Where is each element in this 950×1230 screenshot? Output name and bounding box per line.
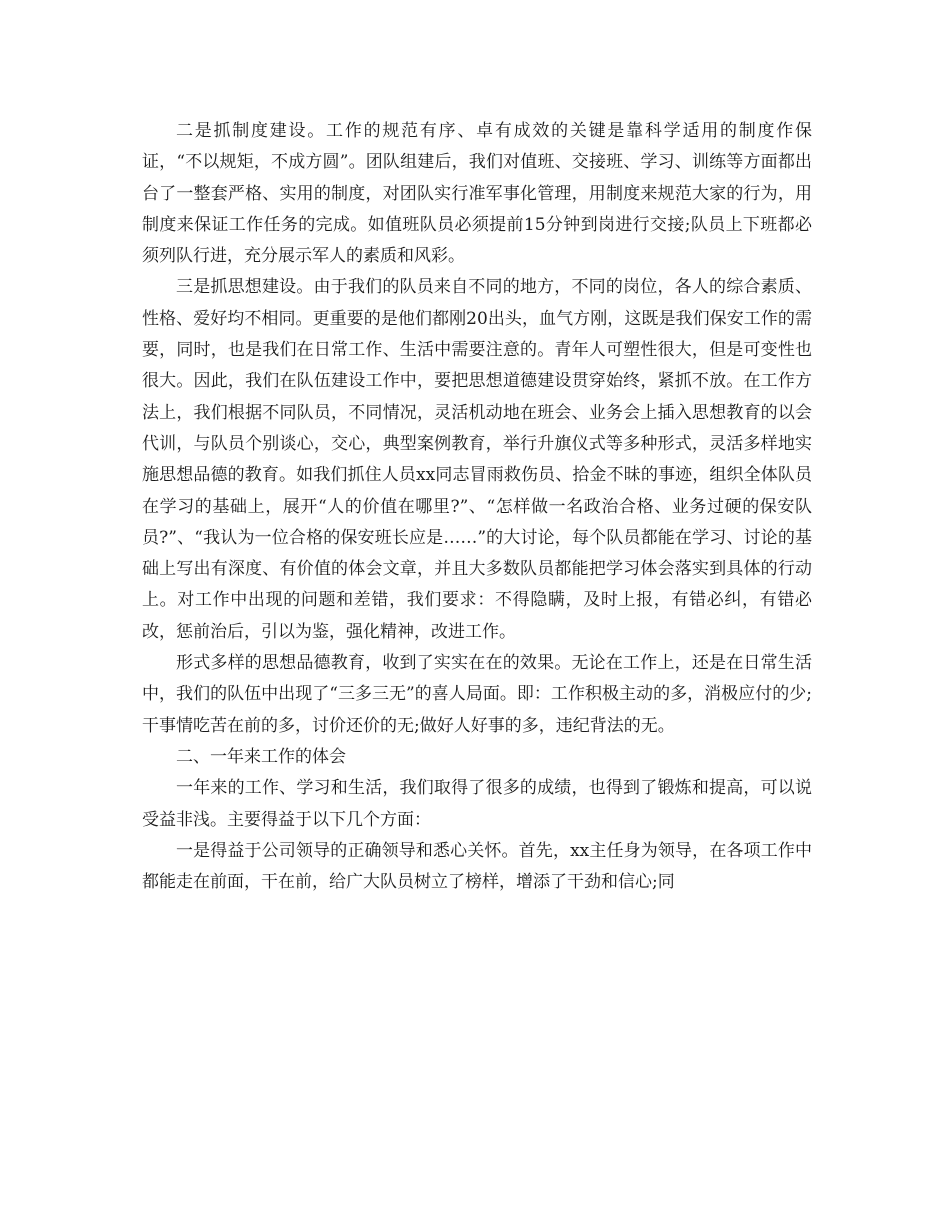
section-heading-experience: 二、一年来工作的体会 (176, 746, 346, 767)
paragraph-system-building: 二是抓制度建设。工作的规范有序、卓有成效的关键是靠科学适用的制度作保证，“不以规矩，不成方圆”。团队组建后，我们对值班、交接班、学习、训练等方面都出台了一整套严格、实用的制度，对团队实行准军事化管理，用制度来规范大家的行为，用制度来保证工作任务的完成。如值班队员必须提前15分钟到岗进行交接;队员上下班都必须列队行进，充分展示军人的素质和风彩。 (142, 121, 812, 267)
paragraph-leadership: 一是得益于公司领导的正确领导和悉心关怀。首先，xx主任身为领导，在各项工作中都能走在前面，干在前，给广大队员树立了榜样，增添了干劲和信心;同 (142, 840, 812, 893)
paragraph-ideology-building: 三是抓思想建设。由于我们的队员来自不同的地方，不同的岗位，各人的综合素质、性格、爱好均不相同。更重要的是他们都刚20出头，血气方刚，这既是我们保安工作的需要，同时，也是我们在日常工作、生活中需要注意的。青年人可塑性很大，但是可变性也很大。因此，我们在队伍建设工作中，要把思想道德建设贯穿始终，紧抓不放。在工作方法上，我们根据不同队员，不同情况，灵活机动地在班会、业务会上插入思想教育的以会代训，与队员个别谈心，交心，典型案例教育，举行升旗仪式等多种形式，灵活多样地实施思想品德的教育。如我们抓住人员xx同志冒雨救伤员、拾金不昧的事迹，组织全体队员在学习的基础上，展开“人的价值在哪里?”、“怎样做一名政治合格、业务过硬的保安队员?”、“我认为一位合格的保安班长应是……”的大讨论，每个队员都能在学习、讨论的基础上写出有深度、有价值的体会文章，并且大多数队员都能把学习体会落实到具体的行动上。对工作中出现的问题和差错，我们要求：不得隐瞒，及时上报，有错必纠，有错必改，惩前治后，引以为鉴，强化精神，改进工作。 (142, 277, 812, 642)
paragraph-year-summary: 一年来的工作、学习和生活，我们取得了很多的成绩，也得到了锻炼和提高，可以说受益非浅。主要得益于以下几个方面： (142, 778, 812, 830)
paragraph-education-results: 形式多样的思想品德教育，收到了实实在在的效果。无论在工作上，还是在日常生活中，我们的队伍中出现了“三多三无”的喜人局面。即：工作积极主动的多，消极应付的少;干事情吃苦在前的多，讨价还价的无;做好人好事的多，违纪背法的无。 (142, 653, 812, 736)
